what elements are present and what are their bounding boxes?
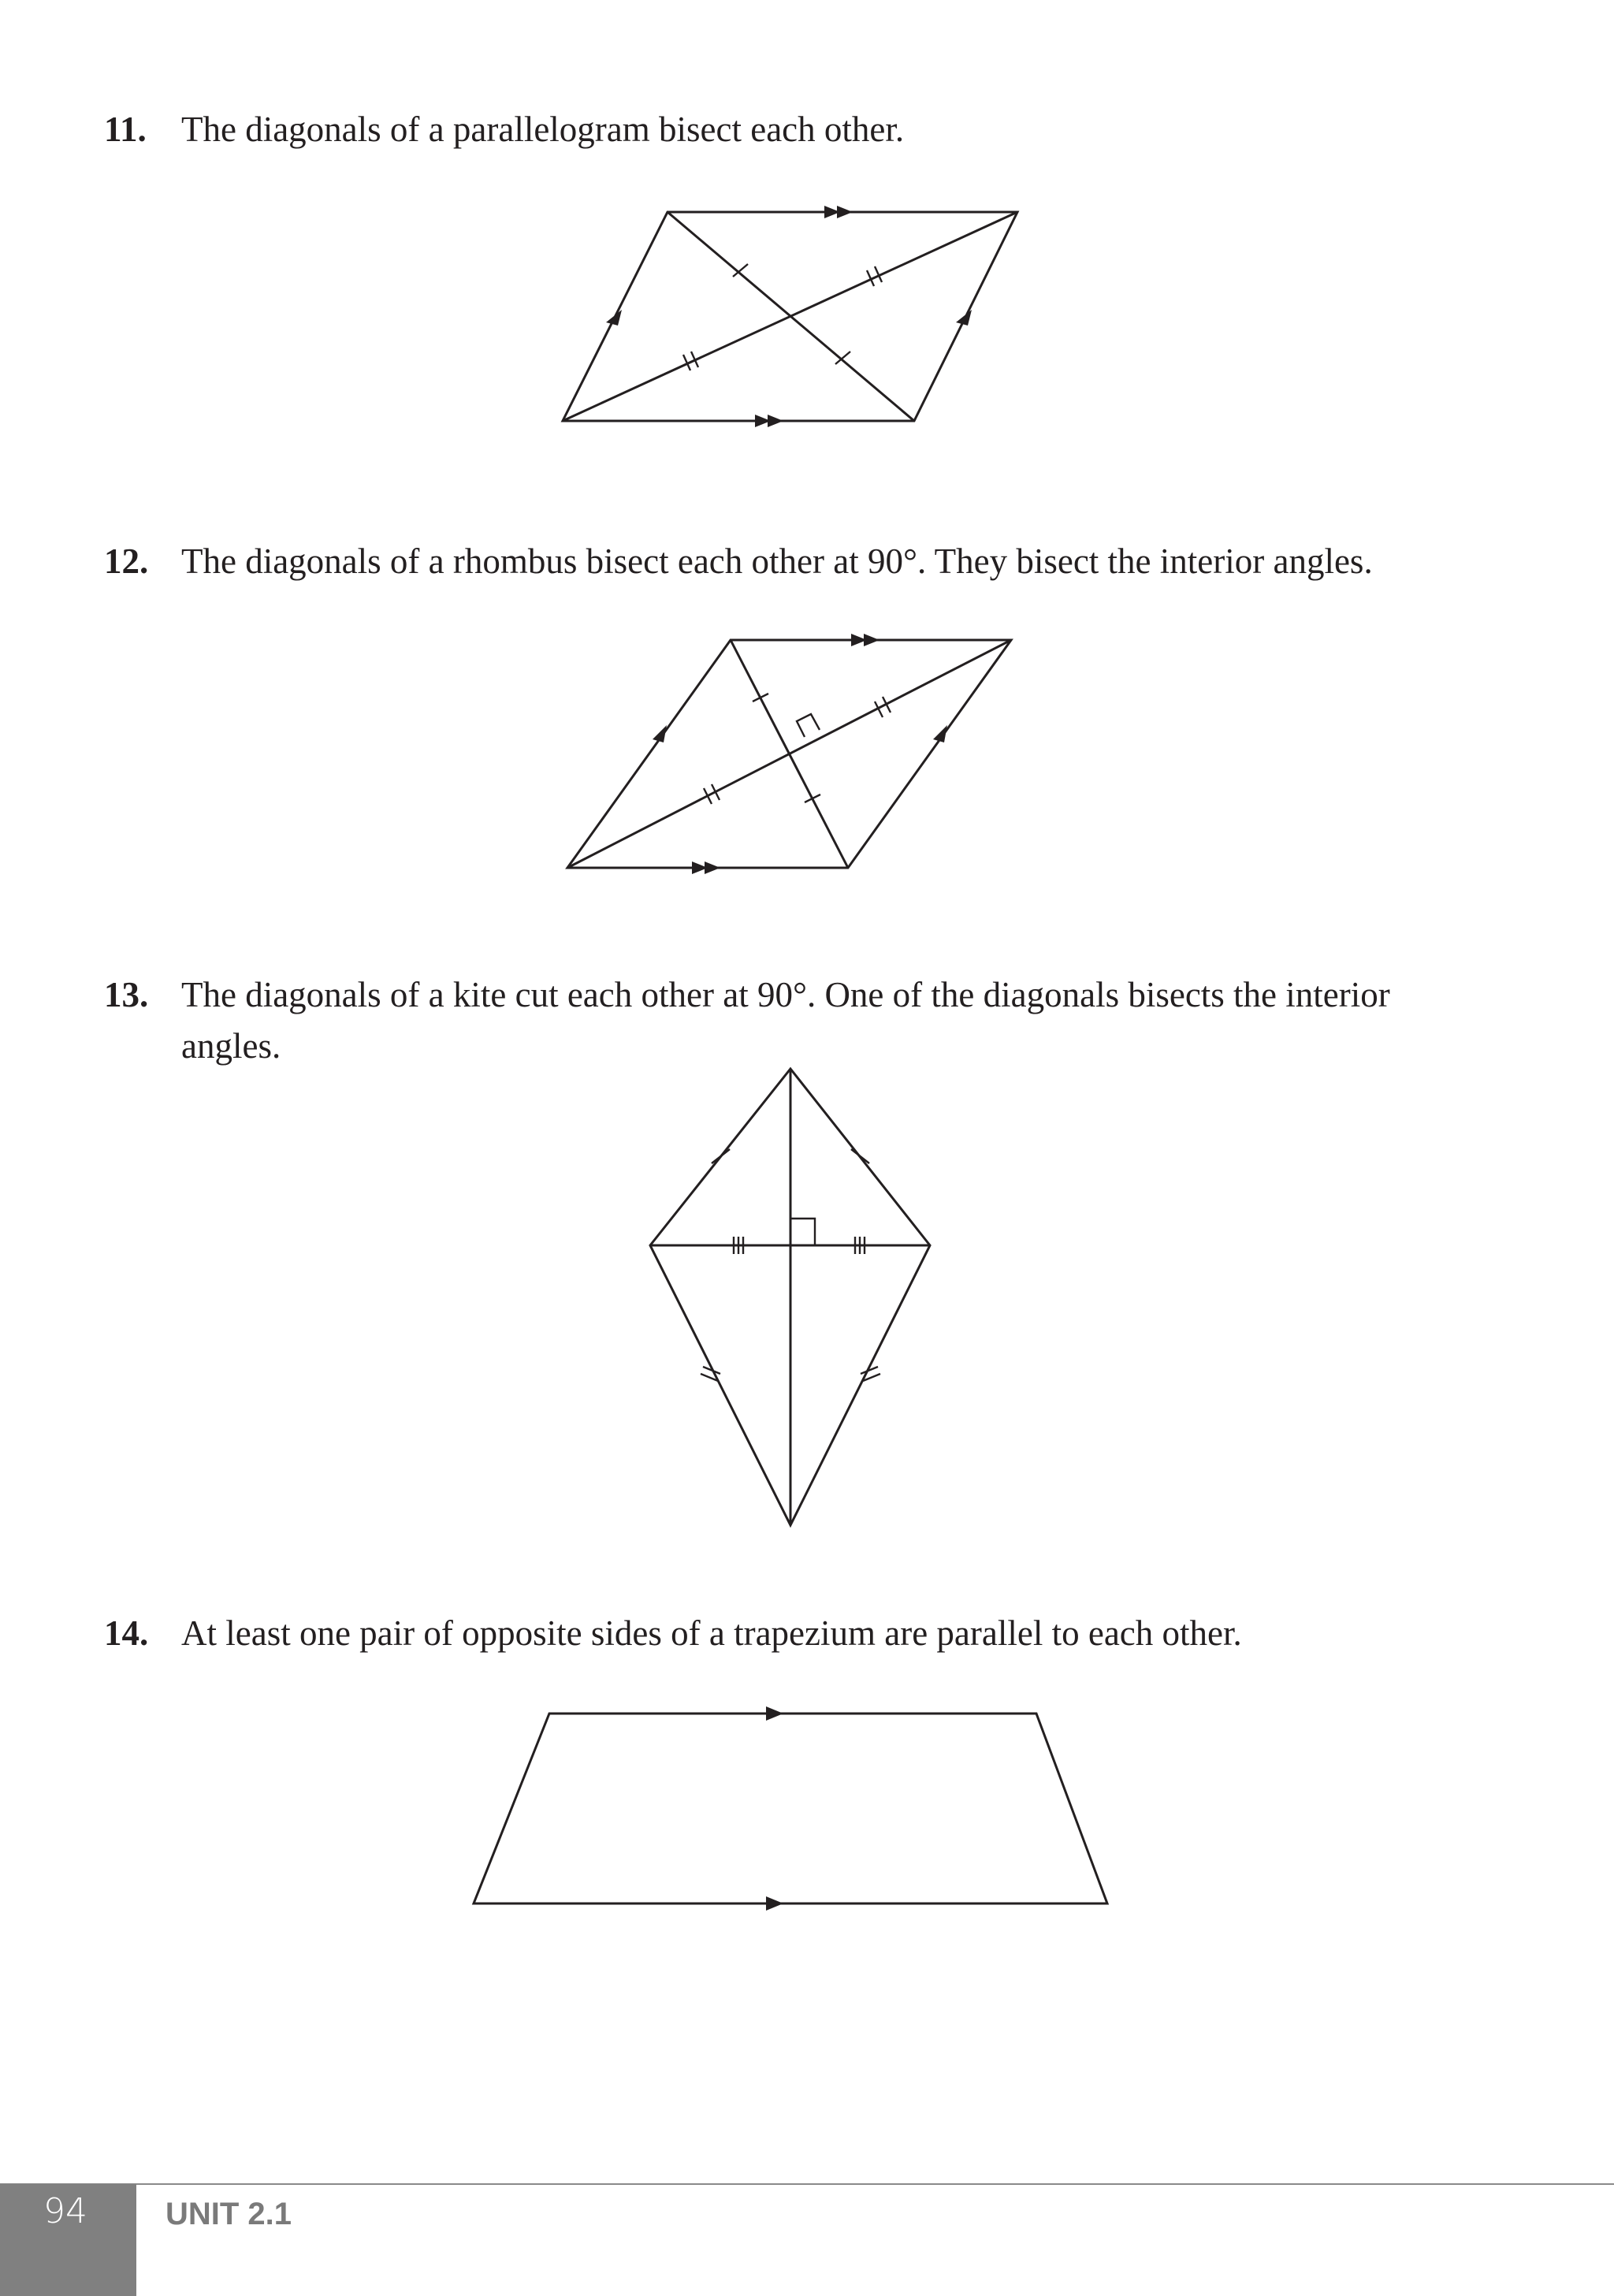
trapezium-figure (474, 1706, 1107, 1911)
item-number: 11. (104, 110, 147, 149)
right-angle-mark (797, 714, 820, 737)
parallelogram-figure (563, 206, 1017, 427)
item-number: 14. (104, 1613, 149, 1653)
double-arrow-mark (705, 861, 720, 874)
diagonal-long (567, 640, 1011, 868)
tick-mark (835, 352, 850, 364)
unit-label: UNIT 2.1 (165, 2197, 292, 2231)
item-statement: The diagonals of a parallelogram bisect each other. (181, 110, 905, 149)
kite-figure (650, 1069, 930, 1525)
trapezium-outline (474, 1714, 1107, 1903)
tick-mark (712, 1149, 730, 1163)
right-angle-mark (790, 1219, 815, 1245)
item-statement: The diagonals of a rhombus bisect each other at 90°. They bisect the interior angles. (181, 541, 1373, 581)
rhombus-figure (567, 634, 1011, 874)
single-arrow-mark (766, 1706, 783, 1721)
double-arrow-mark (768, 415, 783, 427)
tick-mark (851, 1149, 869, 1163)
item-number: 13. (104, 975, 149, 1014)
single-arrow-mark (606, 310, 622, 326)
single-arrow-mark (653, 725, 667, 742)
single-arrow-mark (956, 310, 972, 326)
double-arrow-mark (837, 206, 853, 218)
item-statement: The diagonals of a kite cut each other at 90°. One of the diagonals bisects the interior angles. (181, 975, 1390, 1066)
single-arrow-mark (933, 725, 947, 742)
diagonal-long (563, 212, 1017, 421)
double-arrow-mark (864, 634, 880, 646)
item-number: 12. (104, 541, 149, 581)
footer-rule (0, 2183, 1614, 2185)
page-number: 94 (43, 2191, 87, 2231)
single-arrow-mark (766, 1896, 783, 1911)
item-statement: At least one pair of opposite sides of a trapezium are parallel to each other. (181, 1613, 1242, 1653)
